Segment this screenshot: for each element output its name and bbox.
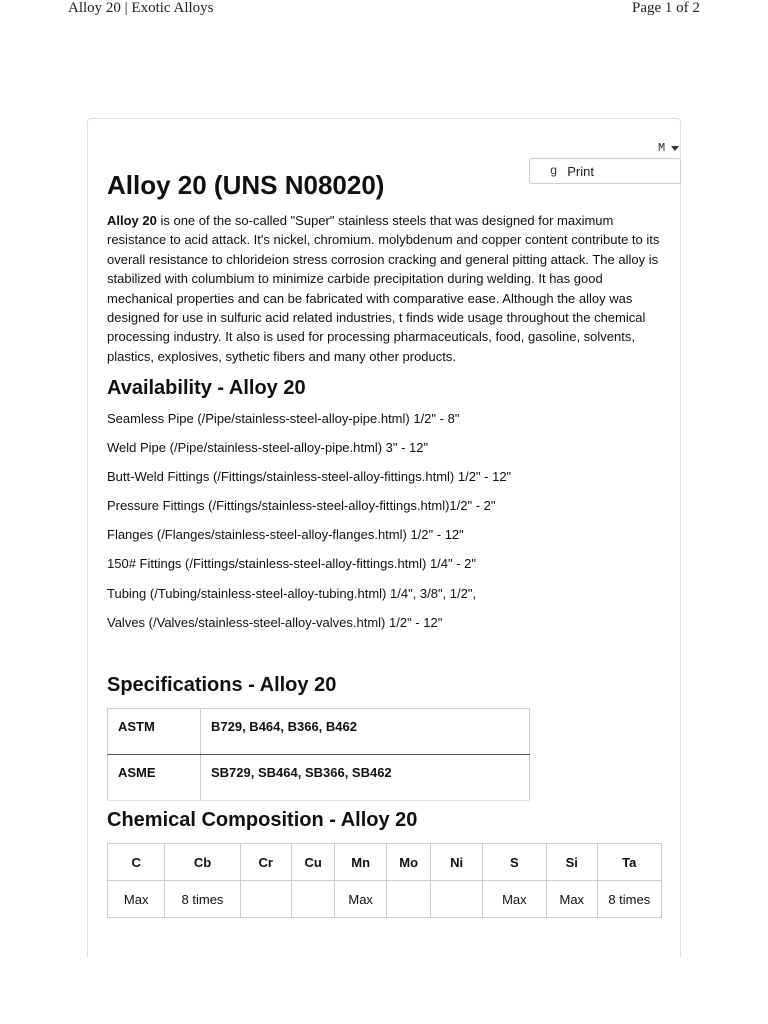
table-cell: Max [335,881,387,918]
specifications-heading: Specifications - Alloy 20 [107,674,337,696]
caret-down-icon [671,146,679,151]
availability-item[interactable]: 150# Fittings (/Fittings/stainless-steel-alloy-fittings.html) 1/4" - 2" [107,556,477,572]
menu-toggle-label: M [658,141,666,155]
print-header-page-number: Page 1 of 2 [632,0,700,16]
intro-bold-term: Alloy 20 [107,213,157,228]
print-header-title: Alloy 20 | Exotic Alloys [68,0,214,16]
spec-standard-cell: ASME [108,755,201,801]
page-title: Alloy 20 (UNS N08020) [107,170,385,200]
column-header: Cr [240,844,291,881]
intro-text: is one of the so-called "Super" stainless steels that was designed for maximum resistance to acid attack. It's nickel, chromium. molybdenum and copper content contribute to its overall resistance to chlorideion stress corrosion cracking and general pitting attack. The alloy is stabilized with columbium to minimize carbide precipitation during welding. It has good mechanical properties and can be fabricated with comparative ease. Although the alloy was designed for use in sulfuric acid related industries, t finds wide usage throughout the chemical processing industry. It also is used for processing pharmaceuticals, food, gasoline, solvents, plastics, explosives, sythetic fibers and many other products. [107,213,660,364]
print-icon: g [550,164,558,178]
print-button-label: Print [567,163,594,179]
chemical-composition-heading: Chemical Composition - Alloy 20 [107,809,418,831]
table-cell [431,881,482,918]
availability-item[interactable]: Valves (/Valves/stainless-steel-alloy-valves.html) 1/2" - 12" [107,614,443,630]
column-header: S [482,844,546,881]
availability-list [107,411,511,644]
chemical-composition-table [107,843,662,918]
table-row [108,881,662,918]
content-card [87,118,681,958]
column-header: Mn [335,844,387,881]
column-header: Si [547,844,598,881]
table-cell: 8 times [165,881,240,918]
table-cell: 8 times [597,881,661,918]
spec-values-cell: B729, B464, B366, B462 [201,709,530,755]
table-cell [240,881,291,918]
table-cell [386,881,431,918]
specifications-table [107,708,530,801]
availability-item[interactable]: Flanges (/Flanges/stainless-steel-alloy-flanges.html) 1/2" - 12" [107,527,464,543]
table-cell [291,881,335,918]
table-header-row [108,844,662,881]
availability-item[interactable]: Seamless Pipe (/Pipe/stainless-steel-alloy-pipe.html) 1/2" - 8" [107,411,460,426]
spec-values-cell: SB729, SB464, SB366, SB462 [201,755,530,801]
table-cell: Max [108,881,165,918]
column-header: Ta [597,844,661,881]
availability-item[interactable]: Butt-Weld Fittings (/Fittings/stainless-steel-alloy-fittings.html) 1/2" - 12" [107,469,512,485]
table-row [108,709,530,755]
table-cell: Max [547,881,598,918]
availability-item[interactable]: Weld Pipe (/Pipe/stainless-steel-alloy-pipe.html) 3" - 12" [107,440,429,456]
availability-heading: Availability - Alloy 20 [107,377,306,399]
column-header: C [108,844,165,881]
menu-toggle[interactable] [658,141,679,155]
availability-item[interactable]: Pressure Fittings (/Fittings/stainless-steel-alloy-fittings.html)1/2" - 2" [107,498,496,514]
table-cell: Max [482,881,546,918]
availability-item[interactable]: Tubing (/Tubing/stainless-steel-alloy-tubing.html) 1/4", 3/8", 1/2", [107,585,477,601]
column-header: Mo [386,844,431,881]
intro-paragraph [107,211,663,366]
column-header: Cb [165,844,240,881]
table-row [108,755,530,801]
column-header: Cu [291,844,335,881]
column-header: Ni [431,844,482,881]
spec-standard-cell: ASTM [108,709,201,755]
print-button[interactable] [529,158,681,184]
